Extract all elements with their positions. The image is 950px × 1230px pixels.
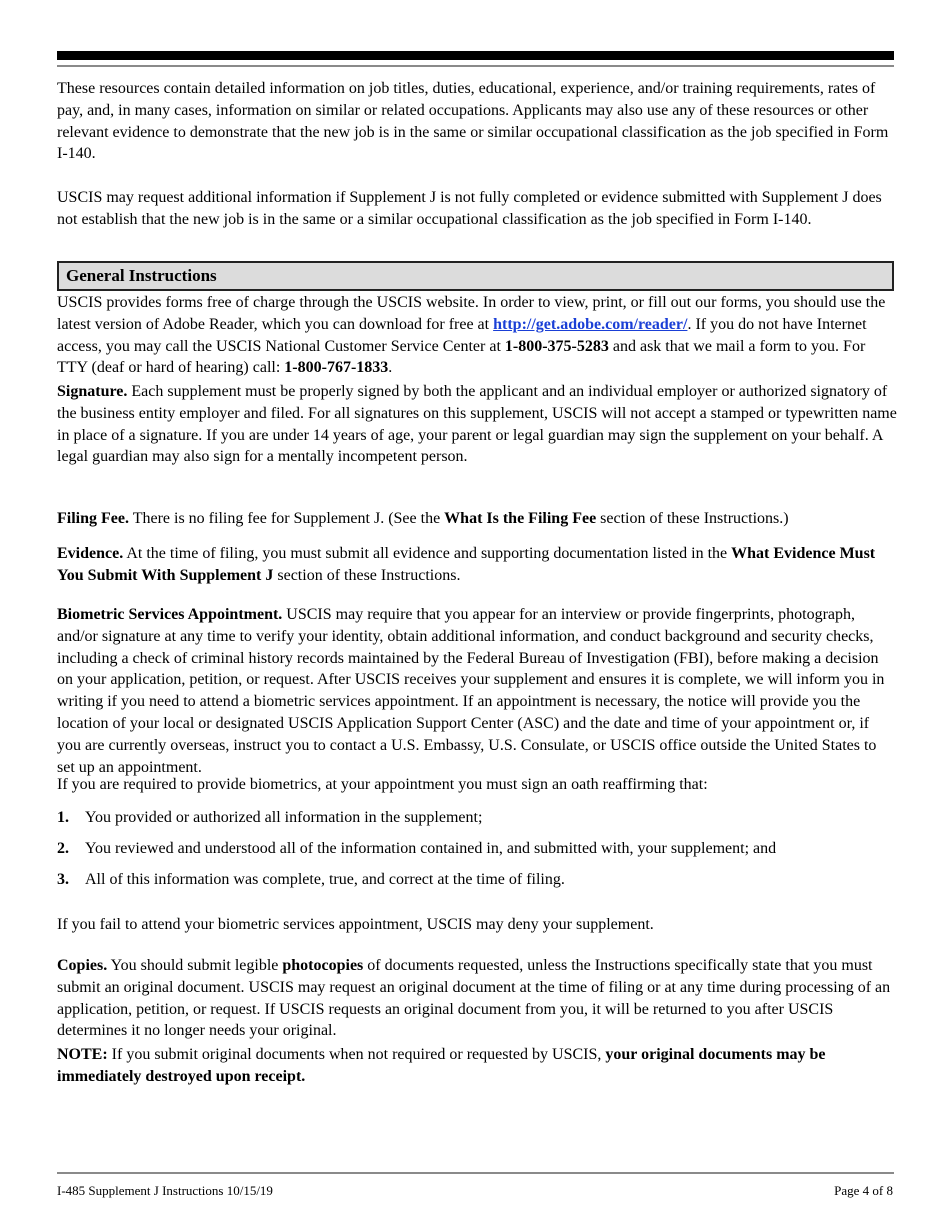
list-text: All of this information was complete, true, and correct at the time of filing. [85, 871, 565, 888]
oath-item [57, 869, 565, 891]
text: These resources contain detailed information on job titles, duties, educational, experience, and/or training requirements, rates of pay, and, in many cases, information on similar or related occupations. Applicants may also use any of these resources or other relevant evidence to demonstrate that the new job is in the same or similar occupational classification as the job specified in Form I-140. [57, 80, 889, 163]
header-bar [57, 51, 894, 60]
text: At the time of filing, you must submit all evidence and supporting documentation listed in the [123, 545, 732, 562]
list-text: You reviewed and understood all of the information contained in, and submitted with, your supplement; and [85, 840, 777, 857]
footer-page-number: Page 4 of 8 [834, 1183, 893, 1198]
adobe-reader-link[interactable]: http://get.adobe.com/reader/ [493, 315, 688, 333]
bold-text: photocopies [282, 957, 364, 974]
footer-rule [57, 1172, 894, 1174]
note-paragraph [57, 1044, 897, 1088]
bold-text: NOTE: [57, 1046, 108, 1063]
list-number: 2. [57, 840, 69, 857]
text: You should submit legible [107, 957, 283, 974]
oath-item [57, 838, 776, 860]
bold-text: 1-800-375-5283 [504, 337, 609, 355]
section-heading-text: General Instructions [66, 266, 217, 285]
bold-text: Copies. [57, 957, 108, 974]
signature-paragraph [57, 381, 897, 468]
fail-paragraph [57, 914, 897, 936]
bold-text: 1-800-767-1833 [284, 359, 389, 377]
copies-paragraph [57, 955, 897, 1042]
bold-text: Biometric Services Appointment. [57, 606, 283, 623]
oath-item [57, 807, 482, 829]
text: . If you do not have Internet access, you may call the USCIS National Customer Service Center at [57, 315, 867, 355]
bold-text: What Is the Filing Fee [444, 510, 597, 527]
text: of documents requested, unless the Instructions specifically state that you must submit an original document. USCIS may request an original document at the time of filing or at any time during processing of an application, petition, or request. If USCIS requests an original document from you, it will be returned to you after USCIS determines it no longer needs your original. [57, 957, 891, 1040]
header-rule [57, 65, 894, 67]
bold-text: your original documents may be immediately destroyed upon receipt. [57, 1046, 826, 1085]
list-number: 3. [57, 871, 69, 888]
text: There is no filing fee for Supplement J. (See the [128, 510, 445, 527]
text: . [388, 359, 393, 377]
bold-text: Signature. [57, 383, 128, 400]
text: section of these Instructions.) [596, 510, 789, 527]
text: If you submit original documents when not required or requested by USCIS, [107, 1046, 606, 1063]
list-text: You provided or authorized all information in the supplement; [85, 809, 483, 826]
text: Each supplement must be properly signed by both the applicant and an individual employer or authorized signatory of the business entity employer and filed. For all signatures on this supplement, USCIS will not accept a stamped or typewritten name in place of a signature. If you are under 14 years of age, your parent or legal guardian may sign the supplement on your behalf. A legal guardian may also sign for a mentally incompetent person. [57, 383, 897, 466]
evidence-paragraph [57, 543, 897, 587]
section-heading-general-instructions [57, 261, 894, 291]
bold-text: Filing Fee. [57, 510, 129, 527]
list-number: 1. [57, 809, 69, 826]
text: USCIS provides forms free of charge through the USCIS website. In order to view, print, or fill out our forms, you should use the latest version of Adobe Reader, which you can download for free at [57, 294, 886, 333]
text: and ask that we mail a form to you. For TTY (deaf or hard of hearing) call: [57, 337, 866, 377]
footer-form-name: I-485 Supplement J Instructions 10/15/19 [57, 1183, 273, 1198]
bold-text: What Evidence Must You Submit With Supplement J [57, 545, 876, 584]
text: USCIS may request additional information if Supplement J is not fully completed or evidence submitted with Supplement J does not establish that the new job is in the same or a similar occupational classification as the job specified in Form I-140. [57, 189, 882, 228]
resources-paragraph [57, 78, 897, 165]
oath-intro [57, 774, 897, 796]
request-paragraph [57, 187, 897, 231]
bold-text: Evidence. [57, 545, 124, 562]
text: If you are required to provide biometrics, at your appointment you must sign an oath reaffirming that: [57, 776, 708, 793]
filing-fee-paragraph [57, 508, 897, 530]
biometric-paragraph [57, 604, 897, 778]
text: section of these Instructions. [273, 566, 461, 584]
text: If you fail to attend your biometric services appointment, USCIS may deny your supplement. [57, 916, 654, 933]
text: USCIS may require that you appear for an interview or provide fingerprints, photograph, and/or signature at any time to verify your identity, obtain additional information, and conduct background and security checks, including a check of criminal history records maintained by the Federal Bureau of Investigation (FBI), before making a decision on your application, petition, or request. After USCIS receives your supplement and ensures it is complete, we will inform you in writing if you need to attend a biometric services appointment. If an appointment is necessary, the notice will provide you the location of your local or designated USCIS Application Support Center (ASC) and the date and time of your appointment or, if you are currently overseas, instruct you to contact a U.S. Embassy, U.S. Consulate, or USCIS office outside the United States to set up an appointment. [57, 606, 885, 776]
forms-paragraph [57, 292, 897, 379]
